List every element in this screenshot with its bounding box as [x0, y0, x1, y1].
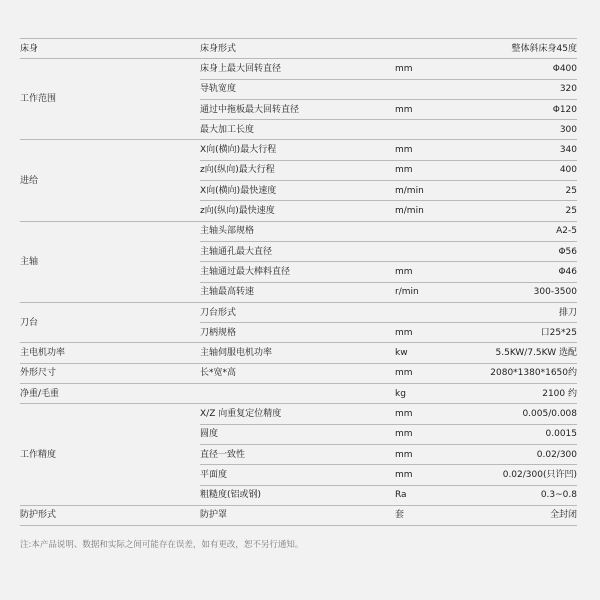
unit-cell — [395, 39, 470, 59]
value-cell: 排刀 — [470, 302, 577, 322]
unit-cell — [395, 120, 470, 140]
category-cell: 刀台 — [20, 302, 200, 343]
item-cell: 刀台形式 — [200, 302, 395, 322]
unit-cell — [395, 221, 470, 241]
spec-row — [20, 39, 577, 59]
disclaimer-note: 注:本产品说明、数据和实际之间可能存在误差，如有更改，恕不另行通知。 — [20, 540, 304, 550]
value-cell: Φ400 — [470, 59, 577, 79]
item-cell: 主轴伺服电机功率 — [200, 343, 395, 363]
category-cell: 主轴 — [20, 221, 200, 302]
item-cell: 通过中拖板最大回转直径 — [200, 99, 395, 119]
item-cell: 刀柄规格 — [200, 323, 395, 343]
item-cell: 长*宽*高 — [200, 363, 395, 383]
value-cell: 300-3500 — [470, 282, 577, 302]
value-cell: Φ56 — [470, 241, 577, 261]
value-cell: 25 — [470, 181, 577, 201]
value-cell: 2080*1380*1650约 — [470, 363, 577, 383]
value-cell: Φ46 — [470, 262, 577, 282]
item-cell: z向(纵向)最大行程 — [200, 160, 395, 180]
item-cell: X向(横向)最大行程 — [200, 140, 395, 160]
value-cell: 口25*25 — [470, 323, 577, 343]
item-cell: 床身上最大回转直径 — [200, 59, 395, 79]
spec-row — [20, 505, 577, 525]
item-cell: 床身形式 — [200, 39, 395, 59]
item-cell: 平面度 — [200, 465, 395, 485]
value-cell: 0.02/300 — [470, 444, 577, 464]
unit-cell: Ra — [395, 485, 470, 505]
value-cell: 整体斜床身45度 — [470, 39, 577, 59]
unit-cell: kw — [395, 343, 470, 363]
value-cell: 5.5KW/7.5KW 选配 — [470, 343, 577, 363]
value-cell: 0.0015 — [470, 424, 577, 444]
item-cell — [200, 384, 395, 404]
category-cell: 床身 — [20, 39, 200, 59]
value-cell: 0.005/0.008 — [470, 404, 577, 424]
unit-cell: r/min — [395, 282, 470, 302]
spec-row — [20, 384, 577, 404]
category-cell: 工作范围 — [20, 59, 200, 140]
spec-row — [20, 404, 577, 424]
value-cell: 320 — [470, 79, 577, 99]
value-cell: Φ120 — [470, 99, 577, 119]
unit-cell: mm — [395, 424, 470, 444]
item-cell: 主轴通过最大棒料直径 — [200, 262, 395, 282]
item-cell: 主轴头部规格 — [200, 221, 395, 241]
spec-row — [20, 343, 577, 363]
spec-row — [20, 221, 577, 241]
item-cell: 防护罩 — [200, 505, 395, 525]
item-cell: 粗糙度(铝或钢) — [200, 485, 395, 505]
value-cell: A2-5 — [470, 221, 577, 241]
item-cell: 最大加工长度 — [200, 120, 395, 140]
spec-row — [20, 363, 577, 383]
unit-cell — [395, 79, 470, 99]
item-cell: 主轴通孔最大直径 — [200, 241, 395, 261]
category-cell: 净重/毛重 — [20, 384, 200, 404]
unit-cell: mm — [395, 465, 470, 485]
unit-cell: mm — [395, 262, 470, 282]
category-cell: 防护形式 — [20, 505, 200, 525]
unit-cell: 套 — [395, 505, 470, 525]
value-cell: 340 — [470, 140, 577, 160]
unit-cell: mm — [395, 404, 470, 424]
item-cell: 主轴最高转速 — [200, 282, 395, 302]
category-cell: 外形尺寸 — [20, 363, 200, 383]
unit-cell: mm — [395, 323, 470, 343]
unit-cell: mm — [395, 140, 470, 160]
item-cell: 直径一致性 — [200, 444, 395, 464]
category-cell: 主电机功率 — [20, 343, 200, 363]
unit-cell: mm — [395, 444, 470, 464]
unit-cell — [395, 241, 470, 261]
value-cell: 2100 约 — [470, 384, 577, 404]
value-cell: 300 — [470, 120, 577, 140]
item-cell: X向(横向)最快速度 — [200, 181, 395, 201]
spec-row — [20, 59, 577, 79]
unit-cell: mm — [395, 59, 470, 79]
category-cell: 工作精度 — [20, 404, 200, 505]
item-cell: 导轨宽度 — [200, 79, 395, 99]
value-cell: 25 — [470, 201, 577, 221]
item-cell: z向(纵向)最快速度 — [200, 201, 395, 221]
unit-cell: kg — [395, 384, 470, 404]
value-cell: 0.3~0.8 — [470, 485, 577, 505]
value-cell: 400 — [470, 160, 577, 180]
spec-row — [20, 302, 577, 322]
unit-cell: mm — [395, 363, 470, 383]
unit-cell: m/min — [395, 201, 470, 221]
value-cell: 0.02/300(只许凹) — [470, 465, 577, 485]
unit-cell: m/min — [395, 181, 470, 201]
spec-row — [20, 140, 577, 160]
unit-cell: mm — [395, 160, 470, 180]
item-cell: X/Z 向重复定位精度 — [200, 404, 395, 424]
category-cell: 进给 — [20, 140, 200, 221]
unit-cell — [395, 302, 470, 322]
value-cell: 全封闭 — [470, 505, 577, 525]
spec-table-body — [20, 39, 577, 526]
spec-table — [20, 38, 577, 526]
item-cell: 圆度 — [200, 424, 395, 444]
unit-cell: mm — [395, 99, 470, 119]
